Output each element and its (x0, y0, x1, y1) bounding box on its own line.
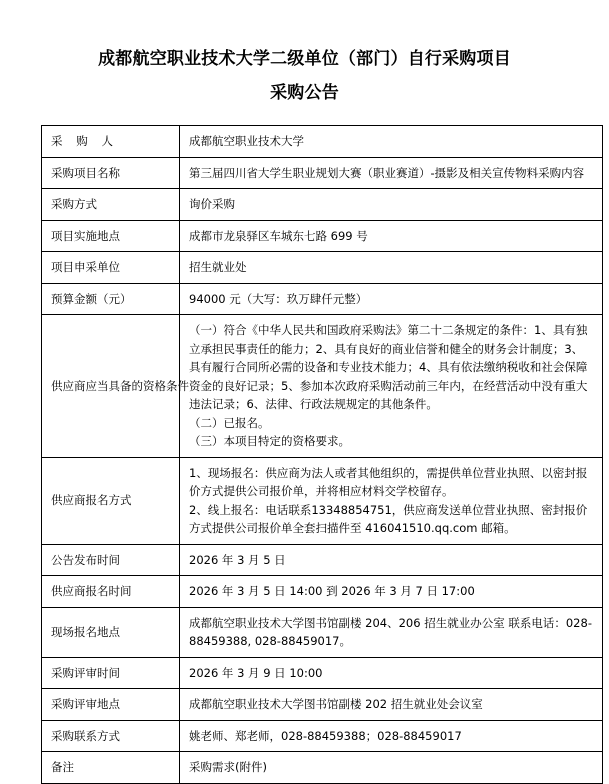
row-value-paragraph: 第三届四川省大学生职业规划大赛（职业赛道）-摄影及相关宣传物料采购内容 (189, 165, 585, 180)
row-value-cell (180, 657, 603, 689)
row-label-cell: 公告发布时间 (42, 544, 180, 576)
row-label-cell: 现场报名地点 (42, 607, 180, 657)
row-value-cell (180, 720, 603, 752)
row-value-paragraph: （一）符合《中华人民共和国政府采购法》第二十二条规定的条件：1、具有独立承担民事责任的能力；2、具有良好的商业信誉和健全的财务会计制度；3、具有履行合同所必需的设备和专业技术能力；4、具有依法缴纳税收和社会保障资金的良好记录；5、参加本次政府采购活动前三年内，在经营活动中没有重大违法记录；6、法律、行政法规规定的其他条件。 (189, 323, 588, 411)
row-value-cell (180, 283, 603, 315)
row-value-cell (180, 315, 603, 458)
row-value-paragraph: 成都航空职业技术大学图书馆副楼 204、206 招生就业办公室 联系电话：028-88459388, 028-88459017。 (189, 615, 592, 648)
row-value-paragraph: 姚老师、郑老师，028-88459388；028-88459017 (189, 728, 462, 743)
row-value-cell (180, 126, 603, 158)
row-value-cell (180, 189, 603, 221)
row-value-cell (180, 576, 603, 608)
row-value-paragraph: （二）已报名。 (189, 415, 270, 430)
row-label-cell: 供应商应当具备的资格条件 (42, 315, 180, 458)
table-row (42, 252, 603, 284)
table-row (42, 576, 603, 608)
table-row (42, 752, 603, 784)
row-value-cell (180, 220, 603, 252)
title-line-main: 成都航空职业技术大学二级单位（部门）自行采购项目 (98, 49, 511, 69)
row-value-paragraph: 成都市龙泉驿区车城东七路 699 号 (189, 228, 368, 243)
row-value-paragraph: 1、现场报名：供应商为法人或者其他组织的，需提供单位营业执照、以密封报价方式提供公司报价单，并将相应材料交学校留存。 (189, 465, 588, 498)
row-label-cell: 采购评审时间 (42, 657, 180, 689)
row-label-cell: 项目实施地点 (42, 220, 180, 252)
row-value-cell (180, 689, 603, 721)
row-value-paragraph: 招生就业处 (189, 260, 247, 274)
row-value-cell (180, 157, 603, 189)
table-row (42, 657, 603, 689)
row-label-cell: 采购方式 (42, 189, 180, 221)
document-title (0, 0, 609, 108)
row-label: 采购人 (51, 134, 113, 148)
row-value-paragraph: 成都航空职业技术大学 (189, 134, 304, 148)
row-value-paragraph: 2026 年 3 月 5 日 14:00 到 2026 年 3 月 7 日 17:00 (189, 584, 475, 598)
table-row (42, 720, 603, 752)
table-row (42, 189, 603, 221)
title-line-sub: 采购公告 (270, 83, 339, 103)
row-label-cell (42, 126, 180, 158)
row-value-paragraph: 2026 年 3 月 5 日 (189, 552, 286, 567)
row-value-paragraph: （三）本项目特定的资格要求。 (189, 434, 350, 448)
table-row (42, 544, 603, 576)
table-row (42, 283, 603, 315)
row-value-cell (180, 752, 603, 784)
row-value-paragraph: 2、线上报名：电话联系13348854751，供应商发送单位营业执照、密封报价方式提供公司报价单全套扫描件至 416041510.qq.com 邮箱。 (189, 502, 588, 535)
table-row (42, 126, 603, 158)
table-body (42, 126, 603, 784)
row-label-cell: 采购项目名称 (42, 157, 180, 189)
row-value-cell (180, 457, 603, 544)
row-label-cell: 采购评审地点 (42, 689, 180, 721)
row-value-paragraph: 采购需求(附件) (189, 760, 267, 774)
table-row (42, 157, 603, 189)
row-value-cell (180, 607, 603, 657)
row-label-cell: 供应商报名时间 (42, 576, 180, 608)
row-label-cell: 供应商报名方式 (42, 457, 180, 544)
table-row (42, 689, 603, 721)
table-row (42, 315, 603, 458)
announcement-table (41, 125, 603, 784)
row-label-cell: 预算金额（元） (42, 283, 180, 315)
table-row (42, 607, 603, 657)
row-label-cell: 采购联系方式 (42, 720, 180, 752)
row-value-cell (180, 544, 603, 576)
row-value-cell (180, 252, 603, 284)
row-label-cell: 备注 (42, 752, 180, 784)
row-label-cell: 项目申采单位 (42, 252, 180, 284)
row-value-paragraph: 94000 元（大写：玖万肆仟元整） (189, 291, 368, 306)
row-value-paragraph: 成都航空职业技术大学图书馆副楼 202 招生就业处会议室 (189, 697, 483, 711)
row-value-paragraph: 询价采购 (189, 197, 235, 211)
row-value-paragraph: 2026 年 3 月 9 日 10:00 (189, 665, 323, 680)
table-row (42, 457, 603, 544)
announcement-table-wrapper (41, 125, 592, 784)
table-row (42, 220, 603, 252)
